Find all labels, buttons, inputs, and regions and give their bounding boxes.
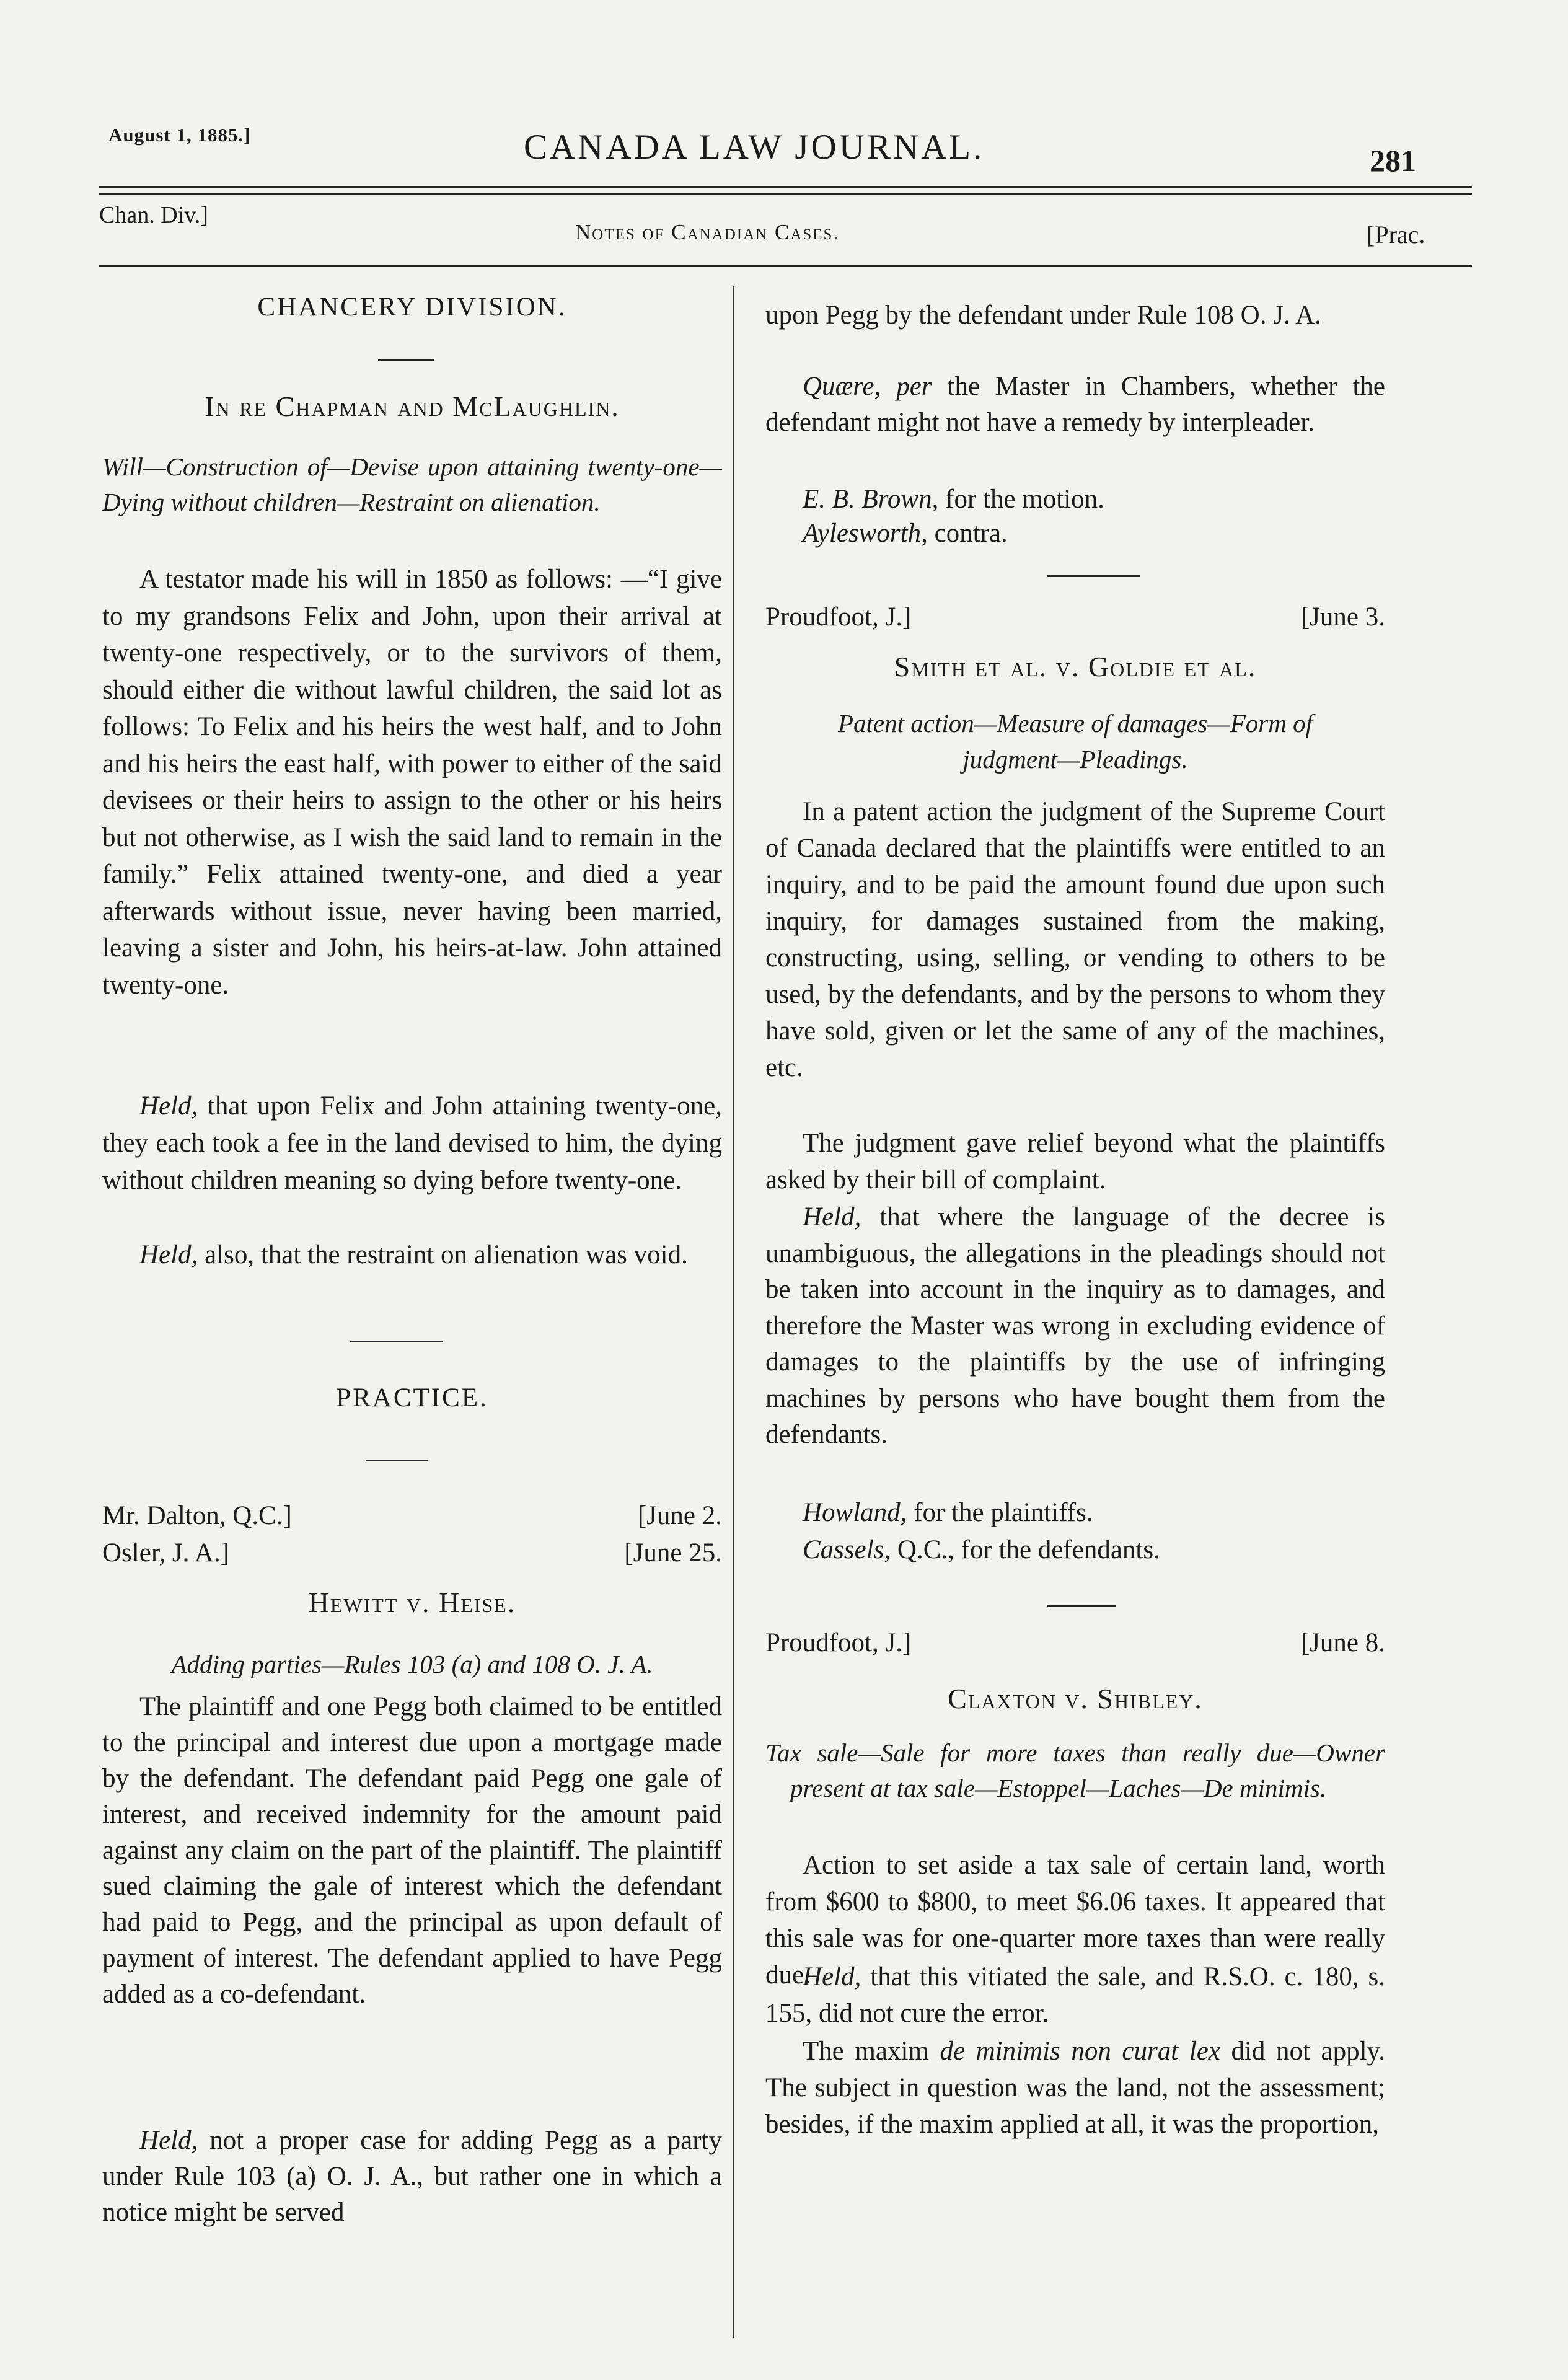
journal-title: CANADA LAW JOURNAL.: [524, 128, 985, 167]
judgment-date: [June 8.: [1300, 1628, 1385, 1657]
case-held: [765, 1199, 1385, 1453]
held-word: Held,: [139, 1240, 198, 1269]
judgment-date: [June 3.: [1300, 602, 1385, 632]
case-continued: upon Pegg by the defendant under Rule 108 O. J. A.: [765, 301, 1321, 330]
judge-line: [765, 598, 1385, 636]
counsel-role: Q.C., for the defendants.: [891, 1535, 1160, 1564]
judge: Proudfoot, J.]: [765, 1628, 912, 1657]
case-headnote: Will—Construction of—Devise upon attaining twenty-one—Dying without children—Restraint on alienation.: [102, 452, 722, 516]
case-title: Claxton v. Shibley.: [948, 1683, 1203, 1714]
case-body: A testator made his will in 1850 as follows: —“I give to my grandsons Felix and John, upon their arrival at twenty-one respectively, or to the survivors of them, should either die without lawful children, the said lot as follows: To Felix and his heirs the west half, and to John and his heirs the east half, with power to either of the said devisees or their heirs to assign to the other or his heirs but not otherwise, as I wish the said land to remain in the family.” Felix attained twenty-one, and died a year afterwards without issue, never having been married, leaving a sister and John, his heirs-at-law. John attained twenty-one.: [102, 565, 722, 1000]
practice-heading: PRACTICE.: [336, 1383, 488, 1413]
judge: Osler, J. A.]: [102, 1538, 229, 1567]
divider-short: [366, 1460, 428, 1461]
divider: [1047, 575, 1140, 577]
maxim-post: did not apply. The subject in question was the land, not the assessment; besides, if the maxim applied at all, it was the proportion,: [765, 2037, 1385, 2139]
case-held: [102, 1088, 722, 1199]
quaere-text: the Master in Chambers, whether the defendant might not have a remedy by interpleader.: [765, 372, 1385, 437]
maxim-pre: The maxim: [803, 2037, 940, 2066]
case-body: [765, 2033, 1385, 2143]
quaere-word: Quære, per: [803, 372, 932, 401]
header-rule-bottom: [99, 265, 1472, 267]
case-headnote: Tax sale—Sale for more taxes than really due—Owner present at tax sale—Estoppel—Laches—De minimis.: [765, 1739, 1385, 1802]
judgment-date: [June 2.: [637, 1501, 722, 1530]
case-title: Hewitt v. Heise.: [308, 1587, 516, 1618]
case-body: Action to set aside a tax sale of certain land, worth from $600 to $800, to meet $6.06 taxes. It appeared that this sale was for one-quarter more taxes than were really due.: [765, 1851, 1385, 1990]
judge-line: [102, 1497, 722, 1535]
counsel-role: contra.: [927, 519, 1008, 548]
case-title: In re Chapman and McLaughlin.: [205, 390, 620, 422]
column-divider: [733, 286, 734, 2338]
case-title: Smith et al. v. Goldie et al.: [894, 651, 1257, 682]
counsel-role: for the motion.: [938, 485, 1104, 514]
section-right: [Prac.: [1367, 221, 1425, 249]
counsel-line: [765, 514, 1385, 552]
counsel-name: Aylesworth,: [803, 519, 928, 548]
counsel-name: E. B. Brown,: [803, 485, 939, 514]
case-headnote: Adding parties—Rules 103 (a) and 108 O. J. A.: [171, 1650, 653, 1678]
section-left: Chan. Div.]: [99, 202, 208, 228]
divider-short: [378, 359, 434, 361]
judgment-date: [June 25.: [624, 1538, 722, 1567]
divider: [1047, 1605, 1116, 1607]
held-text: that this vitiated the sale, and R.S.O. c. 180, s. 155, did not cure the error.: [765, 1962, 1385, 2028]
case-held: [102, 1236, 722, 1274]
counsel-name: Cassels,: [803, 1535, 891, 1564]
maxim: de minimis non curat lex: [940, 2037, 1220, 2066]
issue-date: August 1, 1885.]: [108, 124, 251, 146]
case-body: In a patent action the judgment of the Supreme Court of Canada declared that the plaintiffs were entitled to an inquiry, and to be paid the amount found due upon such inquiry, for damages sustained from the making, constructing, using, selling, or vending to others to be used, by the defendants, and by the persons to whom they have sold, given or let the same of any of the machines, etc.: [765, 797, 1385, 1082]
case-held: [765, 1959, 1385, 2032]
counsel-line: [765, 1531, 1385, 1569]
section-center: Notes of Canadian Cases.: [575, 220, 840, 244]
divider: [350, 1341, 443, 1342]
held-text: that upon Felix and John attaining twenty-one, they each took a fee in the land devised to him, the dying without children meaning so dying before twenty-one.: [102, 1091, 722, 1195]
counsel-name: Howland,: [803, 1498, 907, 1527]
held-word: Held,: [803, 1202, 861, 1232]
division-heading: CHANCERY DIVISION.: [257, 293, 567, 322]
page-number: 281: [1370, 143, 1416, 178]
header-rule-top: [99, 186, 1472, 188]
judge: Proudfoot, J.]: [765, 602, 912, 632]
judge-line: [765, 1624, 1385, 1662]
held-text: not a proper case for adding Pegg as a party under Rule 103 (a) O. J. A., but rather one in which a notice might be served: [102, 2126, 722, 2227]
case-body: The judgment gave relief beyond what the plaintiffs asked by their bill of complaint.: [765, 1129, 1385, 1194]
header-rule-top-2: [99, 193, 1472, 195]
held-word: Held,: [803, 1962, 861, 1991]
quaere-note: [765, 369, 1385, 441]
held-word: Held,: [139, 1091, 198, 1121]
held-text: that where the language of the decree is unambiguous, the allegations in the pleadings should not be taken into account in the inquiry as to damages, and therefore the Master was wrong in excluding evidence of damages to the plaintiffs by the use of infringing machines by persons who have bought them from the defendants.: [765, 1202, 1385, 1449]
held-text: also, that the restraint on alienation was void.: [198, 1240, 688, 1269]
judge-line: [102, 1534, 722, 1572]
counsel-line: [765, 1494, 1385, 1532]
held-word: Held,: [139, 2126, 198, 2155]
counsel-line: [765, 480, 1385, 518]
counsel-role: for the plaintiffs.: [907, 1498, 1093, 1527]
case-held: [102, 2123, 722, 2231]
case-body: The plaintiff and one Pegg both claimed to be entitled to the principal and interest due upon a mortgage made by the defendant. The defendant paid Pegg one gale of interest, and received indemnity for the amount paid against any claim on the part of the plaintiff. The plaintiff sued claiming the gale of interest which the defendant had paid to Pegg, and the principal as upon default of payment of interest. The defendant applied to have Pegg added as a co-defendant.: [102, 1692, 722, 2009]
case-headnote: Patent action—Measure of damages—Form of judgment—Pleadings.: [837, 709, 1313, 774]
judge: Mr. Dalton, Q.C.]: [102, 1501, 292, 1530]
